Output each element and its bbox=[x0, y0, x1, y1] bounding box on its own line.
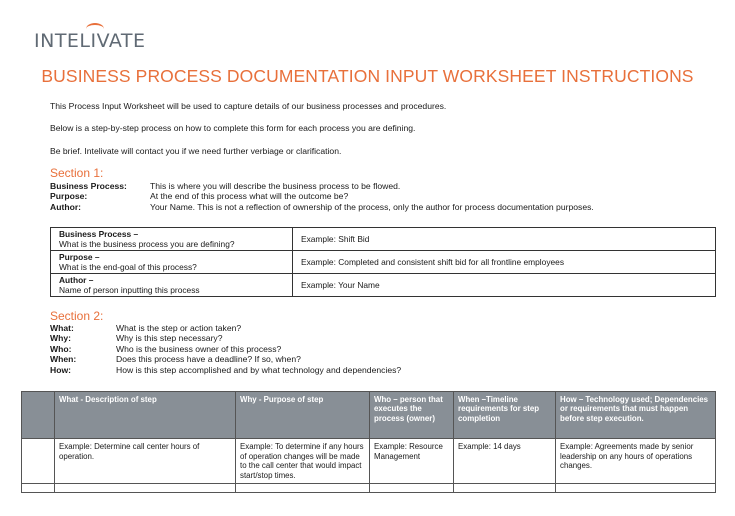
section-2-heading: Section 2: bbox=[50, 309, 104, 323]
definition-desc: Does this process have a deadline? If so, when? bbox=[116, 354, 301, 365]
field-label: Author – bbox=[59, 275, 94, 285]
field-question: What is the end-goal of this process? bbox=[59, 262, 197, 272]
definition-row bbox=[50, 365, 730, 375]
page-title: BUSINESS PROCESS DOCUMENTATION INPUT WORKSHEET INSTRUCTIONS bbox=[41, 66, 694, 86]
definition-term: What: bbox=[50, 323, 74, 333]
definition-row bbox=[50, 323, 730, 333]
definition-term: When: bbox=[50, 354, 77, 365]
field-label: Business Process – bbox=[59, 229, 139, 239]
field-question: What is the business process you are defining? bbox=[59, 239, 235, 249]
table-cell[interactable]: Example: Resource Management bbox=[370, 439, 454, 484]
table-cell[interactable]: Example: Determine call center hours of operation. bbox=[55, 439, 236, 484]
table-cell[interactable]: Example: To determine if any hours of operation changes will be made to the call center that would impact start/stop times. bbox=[236, 439, 370, 484]
definition-row bbox=[50, 344, 730, 354]
field-example-cell[interactable]: Example: Completed and consistent shift bid for all frontline employees bbox=[293, 251, 716, 274]
table-row bbox=[51, 274, 716, 297]
table-cell[interactable] bbox=[556, 484, 716, 493]
field-example-cell[interactable]: Example: Your Name bbox=[293, 274, 716, 297]
definition-desc: At the end of this process what will the outcome be? bbox=[150, 191, 349, 202]
field-example-cell[interactable]: Example: Shift Bid bbox=[293, 228, 716, 251]
section-1-definitions bbox=[50, 181, 730, 212]
field-label-cell bbox=[51, 251, 293, 274]
definition-term: How: bbox=[50, 364, 72, 375]
definition-term: Who: bbox=[50, 343, 72, 354]
section-2-table bbox=[21, 391, 716, 493]
definition-desc: Why is this step necessary? bbox=[116, 333, 223, 344]
table-cell[interactable] bbox=[454, 484, 556, 493]
section-1-heading: Section 1: bbox=[50, 166, 104, 180]
table-cell[interactable] bbox=[22, 439, 55, 484]
field-label-cell bbox=[51, 228, 293, 251]
definition-desc: Your Name. This is not a reflection of ownership of the process, only the author for process documentation purposes. bbox=[150, 201, 594, 212]
intro-paragraph-3: Be brief. Intelivate will contact you if we need further verbiage or clarification. bbox=[50, 146, 342, 156]
column-header-how: How – Technology used; Dependencies or requirements that must happen before step execution. bbox=[556, 392, 716, 439]
column-header-when: When –Timeline requirements for step completion bbox=[454, 392, 556, 439]
definition-row bbox=[50, 181, 730, 191]
definition-row bbox=[50, 191, 730, 201]
column-header-why: Why - Purpose of step bbox=[236, 392, 370, 439]
table-row bbox=[51, 228, 716, 251]
definition-desc: What is the step or action taken? bbox=[116, 323, 242, 333]
definition-desc: Who is the business owner of this process? bbox=[116, 343, 282, 354]
definition-row bbox=[50, 354, 730, 364]
section-1-table bbox=[50, 227, 716, 297]
column-header-what: What - Description of step bbox=[55, 392, 236, 439]
intro-paragraph-1: This Process Input Worksheet will be used to capture details of our business processes and procedures. bbox=[50, 101, 447, 111]
definition-row bbox=[50, 333, 730, 343]
table-cell[interactable]: Example: 14 days bbox=[454, 439, 556, 484]
table-cell[interactable]: Example: Agreements made by senior leadership on any hours of operations changes. bbox=[556, 439, 716, 484]
intro-paragraph-2: Below is a step-by-step process on how to complete this form for each process you are defining. bbox=[50, 123, 416, 133]
definition-term: Purpose: bbox=[50, 191, 88, 202]
field-question: Name of person inputting this process bbox=[59, 285, 200, 295]
table-header-row bbox=[22, 392, 716, 439]
field-label-cell bbox=[51, 274, 293, 297]
table-cell[interactable] bbox=[236, 484, 370, 493]
definition-desc: How is this step accomplished and by what technology and dependencies? bbox=[116, 364, 402, 375]
table-cell[interactable] bbox=[370, 484, 454, 493]
definition-desc: This is where you will describe the business process to be flowed. bbox=[150, 181, 401, 191]
logo-text: INTELIVATE bbox=[34, 30, 146, 52]
field-label: Purpose – bbox=[59, 252, 100, 262]
definition-term: Why: bbox=[50, 333, 72, 344]
section-2-definitions bbox=[50, 323, 730, 375]
table-row bbox=[22, 439, 716, 484]
table-cell[interactable] bbox=[22, 484, 55, 493]
definition-term: Author: bbox=[50, 201, 82, 212]
table-cell[interactable] bbox=[55, 484, 236, 493]
definition-term: Business Process: bbox=[50, 181, 127, 191]
table-row bbox=[22, 484, 716, 493]
column-header-who: Who – person that executes the process (owner) bbox=[370, 392, 454, 439]
definition-row bbox=[50, 202, 730, 212]
table-row bbox=[51, 251, 716, 274]
column-header-blank bbox=[22, 392, 55, 439]
